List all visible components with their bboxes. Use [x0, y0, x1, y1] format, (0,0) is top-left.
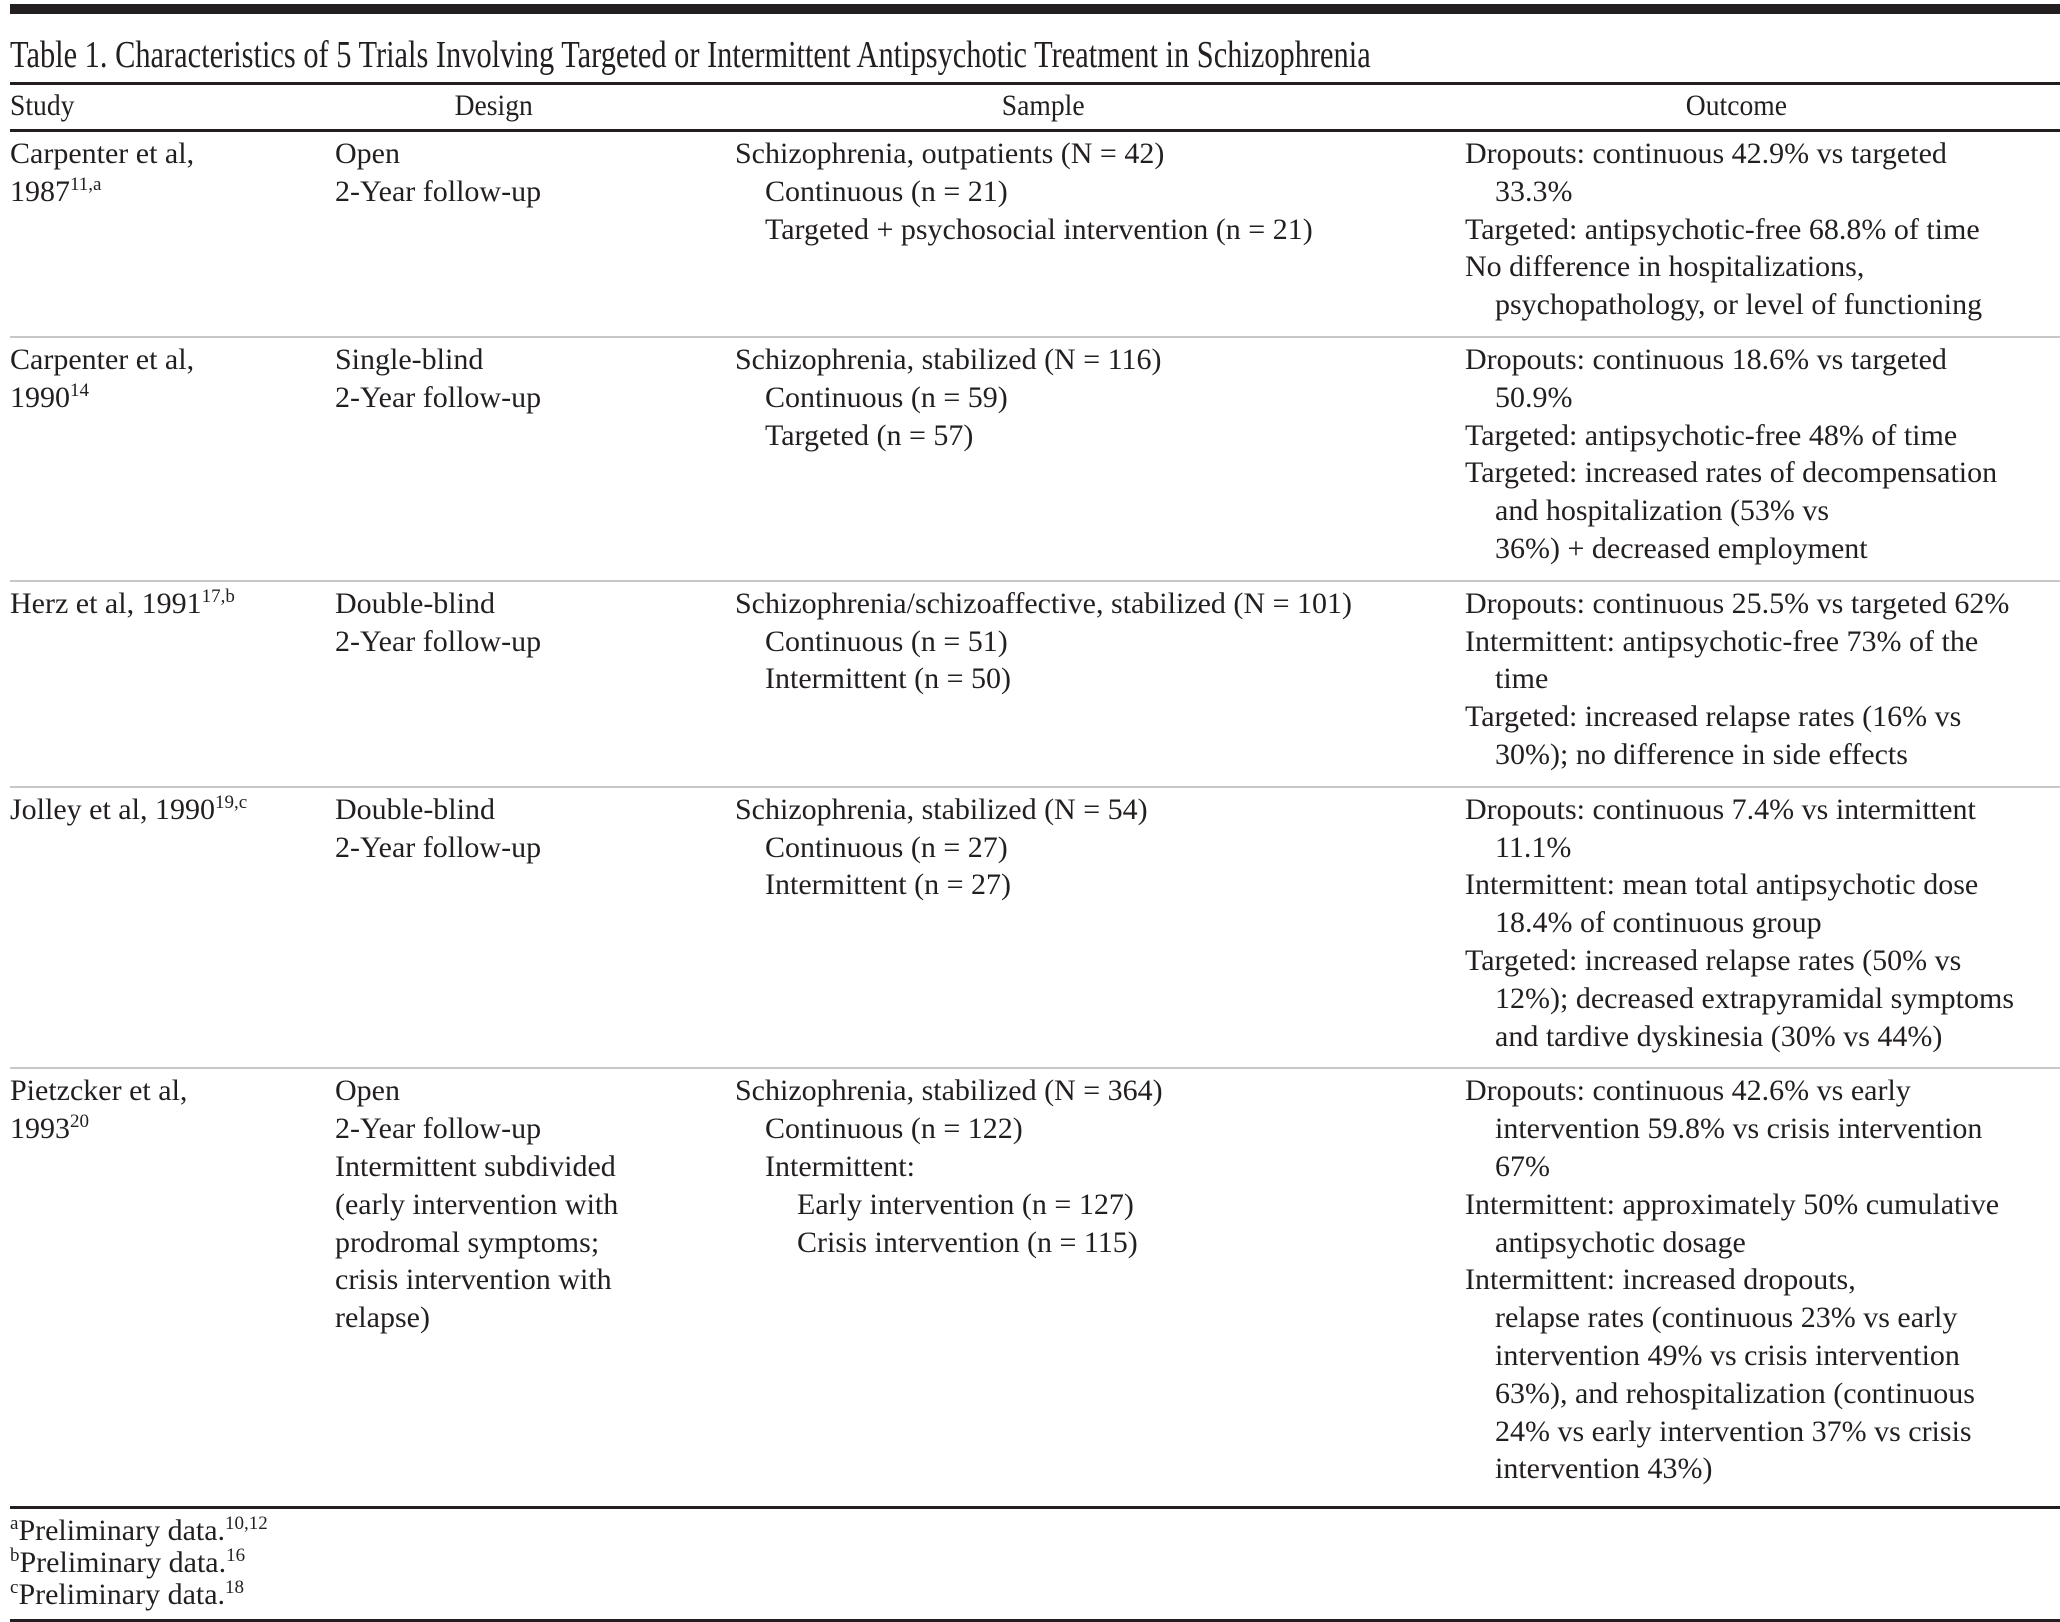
footnote-text: Preliminary data. — [18, 1514, 226, 1548]
outcome-line: Intermittent: increased dropouts, — [1465, 1263, 1856, 1297]
footnote — [10, 1515, 2060, 1547]
study-line — [10, 1110, 335, 1148]
outcome-line: Dropouts: continuous 42.9% vs targeted — [1465, 137, 1947, 170]
table-body — [10, 132, 2060, 1500]
reference-superscript: 11,a — [70, 173, 102, 195]
study-text: 1990 — [10, 380, 70, 414]
outcome-line: No difference in hospitalizations, — [1465, 250, 1865, 284]
table-row — [10, 788, 2060, 1070]
outcome-line: relapse rates (continuous 23% vs early — [1495, 1301, 1958, 1335]
study-line — [10, 135, 335, 173]
sample-cell — [735, 135, 1465, 324]
study-line — [10, 585, 335, 623]
column-header-study: Study — [10, 89, 75, 122]
study-line — [10, 341, 335, 379]
outcome-cell — [1465, 341, 2060, 568]
outcome-line: 50.9% — [1495, 380, 1573, 414]
outcome-line: Targeted: increased rates of decompensation — [1465, 456, 1998, 490]
sample-line: Schizophrenia, stabilized (N = 54) — [735, 792, 1148, 826]
design-cell — [335, 341, 735, 568]
outcome-cell — [1465, 1072, 2060, 1488]
outcome-line: 33.3% — [1495, 174, 1573, 208]
footnote-mark: a — [10, 1513, 19, 1535]
outcome-cell — [1465, 135, 2060, 324]
column-header-sample: Sample — [1001, 89, 1085, 122]
outcome-line: 18.4% of continuous group — [1495, 906, 1822, 940]
outcome-line: Dropouts: continuous 42.6% vs early — [1465, 1074, 1911, 1108]
outcome-line: 36%) + decreased employment — [1495, 531, 1868, 565]
outcome-line: 63%), and rehospitalization (continuous — [1495, 1376, 1975, 1410]
study-cell — [10, 135, 335, 324]
footnote-references: 18 — [225, 1577, 245, 1599]
design-line: Double-blind — [335, 586, 495, 620]
footnote-mark: c — [10, 1577, 19, 1599]
study-line — [10, 791, 335, 829]
outcome-line: and hospitalization (53% vs — [1495, 494, 1830, 528]
study-text: 1993 — [10, 1112, 70, 1146]
study-text: Jolley et al, 1990 — [10, 792, 215, 826]
design-line: Open — [335, 137, 400, 170]
outcome-line: antipsychotic dosage — [1495, 1225, 1746, 1259]
sample-line: Intermittent (n = 50) — [765, 662, 1012, 696]
design-line: Double-blind — [335, 792, 495, 826]
sample-line: Intermittent: — [765, 1149, 915, 1183]
design-line: 2-Year follow-up — [335, 1112, 542, 1146]
outcome-line: Dropouts: continuous 25.5% vs targeted 62% — [1465, 586, 2010, 620]
sample-line: Targeted (n = 57) — [765, 418, 974, 452]
sample-cell — [735, 585, 1465, 774]
reference-superscript: 14 — [70, 379, 89, 401]
outcome-line: time — [1495, 662, 1549, 696]
design-line: 2-Year follow-up — [335, 830, 542, 864]
table-row — [10, 132, 2060, 338]
top-rule — [10, 4, 2060, 14]
design-line: 2-Year follow-up — [335, 624, 542, 658]
footnote-references: 16 — [226, 1545, 246, 1567]
outcome-line: psychopathology, or level of functioning — [1495, 288, 1983, 322]
outcome-line: Dropouts: continuous 7.4% vs intermittent — [1465, 792, 1976, 826]
sample-line: Targeted + psychosocial intervention (n = 21) — [765, 212, 1313, 246]
footnote — [10, 1547, 2060, 1579]
sample-line: Continuous (n = 51) — [765, 624, 1008, 658]
study-cell — [10, 1072, 335, 1488]
reference-superscript: 19,c — [214, 791, 248, 813]
outcome-line: Intermittent: approximately 50% cumulative — [1465, 1187, 2000, 1221]
sample-line: Schizophrenia, stabilized (N = 116) — [735, 342, 1162, 376]
outcome-line: 11.1% — [1495, 830, 1572, 864]
outcome-line: Targeted: increased relapse rates (16% vs — [1465, 700, 1962, 734]
design-line: 2-Year follow-up — [335, 380, 542, 414]
table-row — [10, 1069, 2060, 1500]
table-row — [10, 338, 2060, 582]
design-line: Intermittent subdivided — [335, 1149, 616, 1183]
reference-superscript: 17,b — [201, 585, 235, 607]
outcome-line: 30%); no difference in side effects — [1495, 737, 1908, 771]
reference-superscript: 20 — [70, 1111, 89, 1133]
outcome-line: Targeted: antipsychotic-free 48% of time — [1465, 418, 1958, 452]
design-cell — [335, 585, 735, 774]
sample-line: Early intervention (n = 127) — [797, 1187, 1134, 1221]
design-line: 2-Year follow-up — [335, 174, 542, 208]
design-line: prodromal symptoms; — [335, 1225, 600, 1259]
sample-line: Schizophrenia, outpatients (N = 42) — [735, 137, 1165, 170]
sample-line: Schizophrenia, stabilized (N = 364) — [735, 1074, 1163, 1108]
outcome-line: intervention 43%) — [1495, 1452, 1713, 1486]
design-cell — [335, 1072, 735, 1488]
table-container — [10, 4, 2060, 1622]
sample-cell — [735, 791, 1465, 1056]
outcome-line: 12%); decreased extrapyramidal symptoms — [1495, 981, 2014, 1015]
study-line — [10, 1072, 335, 1110]
table-row — [10, 582, 2060, 788]
design-cell — [335, 791, 735, 1056]
design-line: relapse) — [335, 1301, 430, 1335]
design-cell — [335, 135, 735, 324]
sample-line: Continuous (n = 21) — [765, 174, 1008, 208]
study-text: Carpenter et al, — [10, 137, 195, 170]
outcome-line: Intermittent: mean total antipsychotic dose — [1465, 868, 1979, 902]
sample-line: Continuous (n = 59) — [765, 380, 1008, 414]
outcome-line: intervention 49% vs crisis intervention — [1495, 1338, 1960, 1372]
design-line: (early intervention with — [335, 1187, 619, 1221]
footnote — [10, 1579, 2060, 1611]
study-line — [10, 379, 335, 417]
table-title: Table 1. Characteristics of 5 Trials Involving Targeted or Intermittent Antipsychotic Treatment in Schizophrenia — [10, 34, 1371, 76]
footnote-mark: b — [10, 1545, 20, 1567]
study-text: Carpenter et al, — [10, 342, 195, 376]
study-text: Herz et al, 1991 — [10, 586, 202, 620]
study-cell — [10, 791, 335, 1056]
column-header-outcome: Outcome — [1685, 89, 1787, 122]
outcome-line: Targeted: antipsychotic-free 68.8% of time — [1465, 212, 1980, 246]
sample-line: Intermittent (n = 27) — [765, 868, 1012, 902]
sample-line: Schizophrenia/schizoaffective, stabilized (N = 101) — [735, 586, 1352, 620]
footnote-references: 10,12 — [225, 1513, 268, 1535]
sample-line: Continuous (n = 122) — [765, 1112, 1023, 1146]
design-line: Single-blind — [335, 342, 484, 376]
design-line: Open — [335, 1074, 400, 1108]
outcome-cell — [1465, 791, 2060, 1056]
table-header — [10, 85, 2060, 129]
sample-line: Continuous (n = 27) — [765, 830, 1008, 864]
outcome-line: Dropouts: continuous 18.6% vs targeted — [1465, 342, 1947, 376]
outcome-line: 24% vs early intervention 37% vs crisis — [1495, 1414, 1972, 1448]
outcome-cell — [1465, 585, 2060, 774]
footnote-text: Preliminary data. — [18, 1578, 226, 1612]
sample-cell — [735, 341, 1465, 568]
study-text: 1987 — [10, 174, 70, 208]
outcome-line: intervention 59.8% vs crisis intervention — [1495, 1112, 1983, 1146]
footnotes — [10, 1509, 2060, 1619]
column-header-design: Design — [454, 89, 533, 122]
study-text: Pietzcker et al, — [10, 1074, 188, 1108]
outcome-line: 67% — [1495, 1149, 1550, 1183]
study-cell — [10, 585, 335, 774]
footnote-text: Preliminary data. — [19, 1546, 227, 1580]
study-cell — [10, 341, 335, 568]
outcome-line: and tardive dyskinesia (30% vs 44%) — [1495, 1019, 1943, 1053]
outcome-line: Targeted: increased relapse rates (50% vs — [1465, 943, 1962, 977]
sample-cell — [735, 1072, 1465, 1488]
sample-line: Crisis intervention (n = 115) — [797, 1225, 1138, 1259]
study-line — [10, 173, 335, 211]
design-line: crisis intervention with — [335, 1263, 612, 1297]
outcome-line: Intermittent: antipsychotic-free 73% of the — [1465, 624, 1979, 658]
